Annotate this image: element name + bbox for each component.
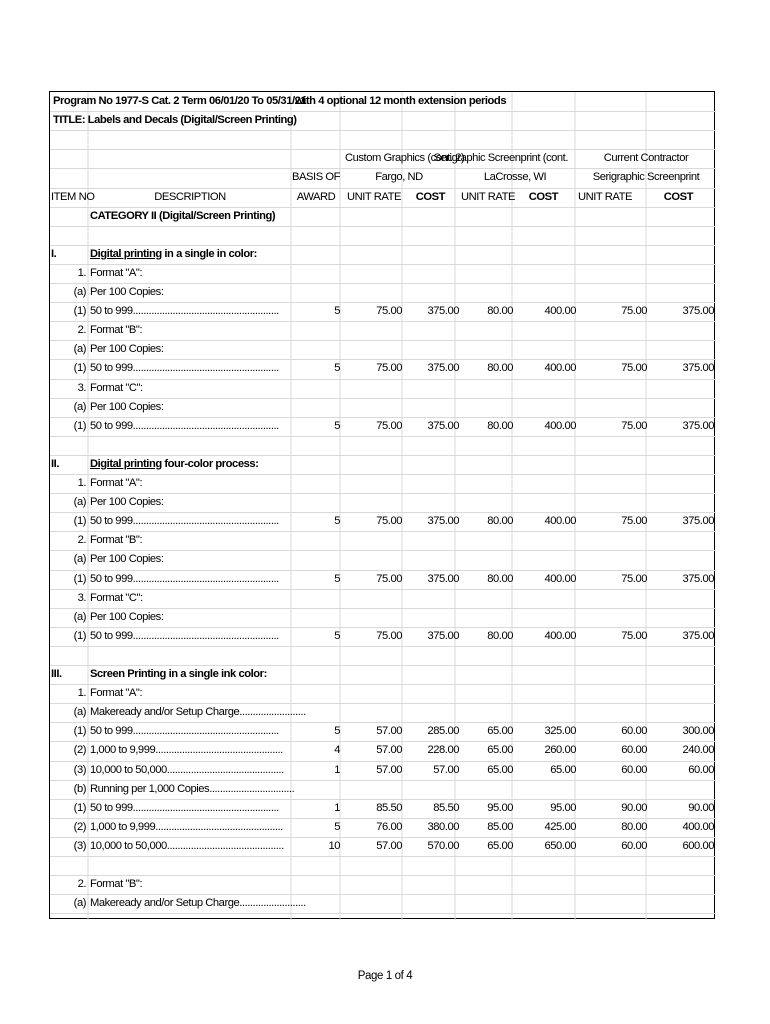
item-description: [90, 761, 290, 780]
item-description-text: Per 100 Copies:: [90, 286, 164, 298]
vendor2-unit-rate-header: UNIT RATE: [461, 190, 515, 203]
vendor3-cost: 90.00: [688, 801, 714, 814]
vendor1-unit-rate: 75.00: [376, 362, 402, 375]
vendor3-unit-rate: 90.00: [621, 801, 647, 814]
vendor2-cost: 400.00: [544, 629, 576, 642]
vendor3-name: Current Contractor: [603, 152, 689, 165]
item-description-text: Screen Printing in a single ink color:: [90, 668, 267, 680]
vendor2-unit-rate: 85.00: [487, 820, 513, 833]
item-description-text: 10,000 to 50,000............................................: [90, 839, 284, 852]
item-number: I.: [51, 247, 57, 260]
vendor3-unit-rate: 60.00: [621, 763, 647, 776]
basis-of-award: 5: [334, 515, 340, 528]
vendor3-cost: 60.00: [688, 763, 714, 776]
item-number: 1.: [77, 687, 86, 700]
vendor1-unit-rate: 85.50: [376, 801, 402, 814]
vendor3-unit-rate: 75.00: [621, 572, 647, 585]
item-number: (2): [73, 744, 86, 757]
item-description-text: 50 to 999.......................................................: [90, 305, 279, 318]
vendor2-cost: 650.00: [544, 839, 576, 852]
item-number: (2): [73, 820, 86, 833]
basis-of-award: 5: [334, 572, 340, 585]
item-number: (a): [73, 343, 86, 356]
item-no-header: ITEM NO: [51, 190, 95, 203]
item-description: [90, 302, 290, 321]
extension-note: with 4 optional 12 month extension periods: [295, 95, 507, 107]
item-description: [90, 722, 290, 741]
item-number: (a): [73, 897, 86, 910]
vendor1-unit-rate: 75.00: [376, 629, 402, 642]
item-description-text: Makeready and/or Setup Charge.........................: [90, 706, 306, 719]
vendor2-cost: 400.00: [544, 419, 576, 432]
vendor1-unit-rate: 75.00: [376, 305, 402, 318]
item-description: [90, 780, 295, 799]
item-number: (3): [73, 839, 86, 852]
item-description-text: 50 to 999.......................................................: [90, 725, 279, 738]
vendor1-cost: 375.00: [427, 419, 459, 432]
item-description-text: Format "B":: [90, 324, 143, 337]
item-description: [90, 741, 290, 760]
item-description: [90, 512, 290, 531]
item-number: (a): [73, 496, 86, 509]
item-description: [90, 493, 290, 512]
item-number: 1.: [77, 266, 86, 279]
item-description-text: Format "A":: [90, 266, 143, 279]
vendor2-name: Serigraphic Screenprint (cont.: [433, 152, 568, 165]
vendor3-unit-rate: 80.00: [621, 820, 647, 833]
item-description-suffix: in a single in color:: [161, 247, 257, 260]
vendor3-unit-rate: 75.00: [621, 419, 647, 432]
vendor3-unit-rate: 75.00: [621, 362, 647, 375]
vendor2-unit-rate: 80.00: [487, 362, 513, 375]
vendor1-cost: 375.00: [427, 515, 459, 528]
item-description-text: 1,000 to 9,999................................................: [90, 820, 283, 833]
description-header: DESCRIPTION: [154, 190, 226, 203]
vendor1-cost: 375.00: [427, 305, 459, 318]
vendor3-cost-header: COST: [663, 190, 693, 203]
item-description: [90, 398, 290, 417]
vendor2-cost: 400.00: [544, 362, 576, 375]
basis-of-award: 5: [334, 725, 340, 738]
vendor1-unit-rate: 57.00: [376, 839, 402, 852]
vendor1-name: Custom Graphics (cont. 2): [345, 152, 465, 165]
item-number: (1): [73, 801, 86, 814]
vendor3-unit-rate: 75.00: [621, 629, 647, 642]
item-description: [90, 684, 290, 703]
item-description: [90, 531, 290, 550]
vendor2-unit-rate: 65.00: [487, 839, 513, 852]
item-number: (b): [73, 782, 86, 795]
item-description-text: 50 to 999.......................................................: [90, 801, 279, 814]
vendor1-cost: 375.00: [427, 572, 459, 585]
item-number: (1): [73, 419, 86, 432]
item-description-text: Digital printing: [90, 457, 162, 470]
item-number: (a): [73, 400, 86, 413]
vendor2-unit-rate: 65.00: [487, 725, 513, 738]
item-number: 2.: [77, 878, 86, 891]
vendor2-unit-rate: 65.00: [487, 763, 513, 776]
item-description: [90, 283, 290, 302]
basis-of-award: 1: [334, 763, 340, 776]
item-description-text: Digital printing: [90, 247, 162, 260]
item-description: [90, 608, 290, 627]
vendor1-unit-rate: 57.00: [376, 744, 402, 757]
vendor2-cost: 325.00: [544, 725, 576, 738]
item-number: (a): [73, 553, 86, 566]
item-description-text: Format "B":: [90, 534, 143, 547]
vendor1-unit-rate: 57.00: [376, 763, 402, 776]
vendor3-unit-rate: 75.00: [621, 305, 647, 318]
item-number: III.: [51, 668, 62, 680]
vendor2-cost: 260.00: [544, 744, 576, 757]
item-number: (a): [73, 706, 86, 719]
vendor2-unit-rate: 80.00: [487, 629, 513, 642]
vendor1-cost: 375.00: [427, 362, 459, 375]
vendor3-cost: 375.00: [682, 305, 714, 318]
item-description: [90, 799, 290, 818]
vendor2-cost: 400.00: [544, 572, 576, 585]
item-description: [90, 321, 290, 340]
vendor2-unit-rate: 65.00: [487, 744, 513, 757]
item-description: [90, 417, 290, 436]
item-description: [90, 379, 290, 398]
item-description-text: Per 100 Copies:: [90, 343, 164, 356]
vendor1-unit-rate: 75.00: [376, 572, 402, 585]
vendor1-unit-rate: 76.00: [376, 820, 402, 833]
item-description-text: Per 100 Copies:: [90, 400, 164, 413]
basis-of-award: 1: [334, 801, 340, 814]
sheet-title: TITLE: Labels and Decals (Digital/Screen Printing): [53, 114, 297, 127]
vendor2-unit-rate: 80.00: [487, 515, 513, 528]
vendor1-cost: 380.00: [427, 820, 459, 833]
category-label: CATEGORY II (Digital/Screen Printing): [90, 209, 276, 222]
vendor2-cost-header: COST: [528, 190, 558, 203]
item-description-text: Per 100 Copies:: [90, 610, 164, 623]
item-number: 1.: [77, 477, 86, 489]
basis-of-award: 10: [328, 839, 340, 852]
vendor2-location: LaCrosse, WI: [483, 171, 547, 184]
vendor1-cost: 85.50: [433, 801, 459, 814]
item-description-text: Format "B":: [90, 878, 143, 891]
item-description-text: Per 100 Copies:: [90, 496, 164, 509]
vendor1-cost-header: COST: [415, 190, 445, 203]
vendor3-cost: 375.00: [682, 419, 714, 432]
vendor1-unit-rate: 57.00: [376, 725, 402, 738]
basis-of-award: 5: [334, 629, 340, 642]
item-number: (1): [73, 305, 86, 318]
item-number: 2.: [77, 324, 86, 337]
vendor3-cost: 400.00: [682, 820, 714, 833]
vendor2-unit-rate: 95.00: [487, 801, 513, 814]
vendor2-unit-rate: 80.00: [487, 305, 513, 318]
program-header: Program No 1977-S Cat. 2 Term 06/01/20 To 05/31/21: [53, 95, 307, 107]
item-description-text: Per 100 Copies:: [90, 553, 164, 566]
item-description-text: Running per 1,000 Copies................................: [90, 782, 295, 795]
vendor3-unit-rate: 75.00: [621, 515, 647, 528]
item-description-text: 50 to 999.......................................................: [90, 419, 279, 432]
page-number: Page 1 of 4: [357, 970, 413, 982]
basis-of-award: 5: [334, 419, 340, 432]
basis-of-header: BASIS OF: [292, 171, 341, 184]
item-number: (3): [73, 763, 86, 776]
item-description: [90, 875, 290, 894]
item-description-text: Makeready and/or Setup Charge.........................: [90, 897, 306, 910]
item-number: 3.: [77, 381, 86, 394]
vendor3-cost: 600.00: [682, 839, 714, 852]
item-number: (1): [73, 362, 86, 375]
item-description: [90, 550, 290, 569]
item-description: [90, 703, 306, 722]
item-description: [90, 894, 306, 913]
item-number: II.: [51, 457, 59, 470]
vendor2-cost: 400.00: [544, 305, 576, 318]
vendor3-cost: 300.00: [682, 725, 714, 738]
item-number: (a): [73, 286, 86, 298]
vendor3-unit-rate: 60.00: [621, 725, 647, 738]
item-description-text: Format "C":: [90, 591, 143, 604]
item-description-suffix: four-color process:: [161, 457, 259, 470]
item-description: [90, 474, 290, 493]
item-number: (1): [73, 725, 86, 738]
basis-of-award: 5: [334, 362, 340, 375]
item-description-text: 1,000 to 9,999................................................: [90, 744, 283, 757]
vendor3-cost: 375.00: [682, 515, 714, 528]
basis-of-award: 4: [334, 744, 340, 757]
bid-tabulation-sheet: [49, 91, 715, 919]
vendor1-unit-rate: 75.00: [376, 515, 402, 528]
item-description-text: 10,000 to 50,000............................................: [90, 763, 284, 776]
vendor2-cost: 400.00: [544, 515, 576, 528]
item-description-text: Format "A":: [90, 687, 143, 700]
vendor1-unit-rate: 75.00: [376, 419, 402, 432]
vendor3-unit-rate-header: UNIT RATE: [578, 190, 632, 203]
item-description: [90, 245, 290, 264]
item-description: [90, 627, 290, 646]
item-description: [90, 570, 290, 589]
item-description-text: 50 to 999.......................................................: [90, 572, 279, 585]
basis-of-award: 5: [334, 305, 340, 318]
item-description-text: Format "A":: [90, 477, 143, 489]
vendor3-unit-rate: 60.00: [621, 744, 647, 757]
basis-of-award: 5: [334, 820, 340, 833]
item-description-text: 50 to 999.......................................................: [90, 629, 279, 642]
vendor2-cost: 65.00: [550, 763, 576, 776]
vendor2-cost: 95.00: [550, 801, 576, 814]
vendor1-cost: 375.00: [427, 629, 459, 642]
item-description: [90, 455, 290, 474]
item-description-text: 50 to 999.......................................................: [90, 515, 279, 528]
item-description: [90, 589, 290, 608]
vendor1-cost: 228.00: [427, 744, 459, 757]
vendor1-cost: 285.00: [427, 725, 459, 738]
item-number: (1): [73, 572, 86, 585]
vendor3-cost: 240.00: [682, 744, 714, 757]
vendor1-cost: 570.00: [427, 839, 459, 852]
item-description: [90, 818, 290, 837]
item-number: (1): [73, 515, 86, 528]
item-number: 3.: [77, 591, 86, 604]
item-description: [90, 264, 290, 283]
vendor3-cost: 375.00: [682, 362, 714, 375]
item-description-text: Format "C":: [90, 381, 143, 394]
award-header: AWARD: [296, 190, 336, 203]
vendor1-unit-rate-header: UNIT RATE: [347, 190, 401, 203]
vendor1-location: Fargo, ND: [375, 171, 423, 184]
vendor3-cost: 375.00: [682, 629, 714, 642]
vendor2-cost: 425.00: [544, 820, 576, 833]
item-number: 2.: [77, 534, 86, 547]
vendor2-unit-rate: 80.00: [487, 572, 513, 585]
item-description: [90, 665, 290, 684]
item-description: [90, 837, 290, 856]
vendor1-cost: 57.00: [433, 763, 459, 776]
item-description-text: 50 to 999.......................................................: [90, 362, 279, 375]
item-description: [90, 359, 290, 378]
item-description: [90, 340, 290, 359]
vendor3-cost: 375.00: [682, 572, 714, 585]
vendor2-unit-rate: 80.00: [487, 419, 513, 432]
item-number: (a): [73, 610, 86, 623]
vendor3-location: Serigraphic Screenprint: [592, 171, 700, 184]
vendor3-unit-rate: 60.00: [621, 839, 647, 852]
item-number: (1): [73, 629, 86, 642]
